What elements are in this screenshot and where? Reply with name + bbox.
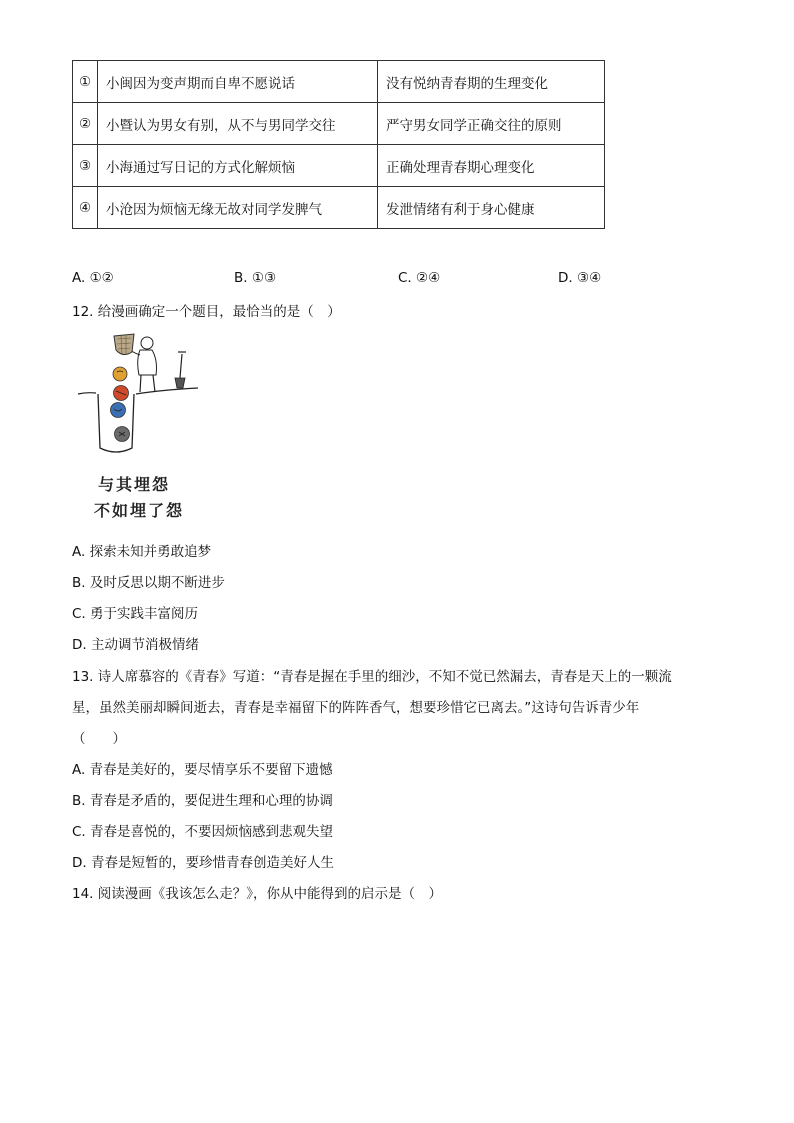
q12-option-c[interactable]: C. 勇于实践丰富阅历 <box>72 606 199 622</box>
q12-cartoon <box>76 330 206 528</box>
q13-stem-line1: 13. 诗人席慕容的《青春》写道：“青春是握在手里的细沙，不知不觉已然漏去，青春是天上的一颗流 <box>72 669 672 685</box>
choice-b[interactable]: B. ①③ <box>234 270 277 286</box>
case-cell: 小沧因为烦恼无缘无故对同学发脾气 <box>98 187 378 229</box>
q12-option-d[interactable]: D. 主动调节消极情绪 <box>72 637 199 653</box>
choice-c[interactable]: C. ②④ <box>398 270 441 286</box>
table-row <box>73 103 605 145</box>
table-row <box>73 187 605 229</box>
q13-option-b[interactable]: B. 青春是矛盾的，要促进生理和心理的协调 <box>72 793 333 809</box>
row-number: ③ <box>73 145 98 187</box>
comment-cell: 正确处理青春期心理变化 <box>378 145 605 187</box>
row-number: ② <box>73 103 98 145</box>
cartoon-caption-line1: 与其埋怨 <box>98 475 171 494</box>
q14-stem: 14. 阅读漫画《我该怎么走？》，你从中能得到的启示是（ ） <box>72 886 443 902</box>
case-cell: 小海通过写日记的方式化解烦恼 <box>98 145 378 187</box>
q12-option-a[interactable]: A. 探索未知并勇敢追梦 <box>72 544 212 560</box>
comment-cell: 发泄情绪有利于身心健康 <box>378 187 605 229</box>
row-number: ④ <box>73 187 98 229</box>
comment-cell: 严守男女同学正确交往的原则 <box>378 103 605 145</box>
case-cell: 小暨认为男女有别，从不与男同学交往 <box>98 103 378 145</box>
q13-option-a[interactable]: A. 青春是美好的，要尽情享乐不要留下遗憾 <box>72 762 333 778</box>
q11-choices <box>72 270 692 290</box>
q12-stem: 12. 给漫画确定一个题目，最恰当的是（ ） <box>72 304 341 320</box>
q13-option-c[interactable]: C. 青春是喜悦的，不要因烦恼感到悲观失望 <box>72 824 334 840</box>
table-row <box>73 145 605 187</box>
q13-stem-line3: （ ） <box>72 731 126 747</box>
case-cell: 小闽因为变声期而自卑不愿说话 <box>98 61 378 103</box>
choice-d[interactable]: D. ③④ <box>558 270 602 286</box>
table-row <box>73 61 605 103</box>
q12-option-b[interactable]: B. 及时反思以期不断进步 <box>72 575 225 591</box>
choice-a[interactable]: A. ①② <box>72 270 114 286</box>
comment-cell: 没有悦纳青春期的生理变化 <box>378 61 605 103</box>
q11-options-table <box>72 60 605 229</box>
cartoon-illustration <box>76 330 206 528</box>
cartoon-caption-line2: 不如埋了怨 <box>94 501 185 520</box>
q13-stem-line2: 星，虽然美丽却瞬间逝去，青春是幸福留下的阵阵香气，想要珍惜它已离去。”这诗句告诉青少年 <box>72 700 640 716</box>
row-number: ① <box>73 61 98 103</box>
q13-option-d[interactable]: D. 青春是短暂的，要珍惜青春创造美好人生 <box>72 855 334 871</box>
